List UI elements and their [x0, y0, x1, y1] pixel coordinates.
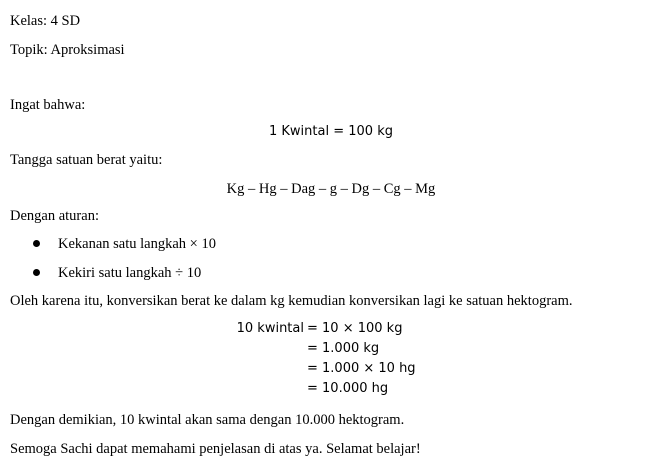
rules-heading: Dengan aturan: [10, 208, 99, 224]
unit-ladder-heading: Tangga satuan berat yaitu: [10, 152, 163, 168]
conversion-intro: Oleh karena itu, konversikan berat ke dalam kg kemudian konversikan lagi ke satuan hektogram. [10, 293, 573, 309]
conclusion-text: Dengan demikian, 10 kwintal akan sama dengan 10.000 hektogram. [10, 412, 405, 428]
class-label: Kelas: 4 SD [10, 13, 81, 29]
kwintal-formula: 1 Kwintal = 100 kg [269, 124, 393, 139]
bullet-icon [33, 240, 40, 247]
unit-ladder: Kg – Hg – Dag – g – Dg – Cg – Mg [226, 181, 436, 197]
equation-step: = 1.000 kg [307, 341, 380, 356]
equation-step: = 10.000 hg [307, 381, 389, 396]
rule-text: Kekanan satu langkah × 10 [58, 236, 216, 252]
equation-step: = 10 × 100 kg [307, 321, 403, 336]
bullet-icon [33, 269, 40, 276]
closing-text: Semoga Sachi dapat memahami penjelasan di atas ya. Selamat belajar! [10, 441, 421, 457]
topic-label: Topik: Aproksimasi [10, 42, 125, 58]
remember-heading: Ingat bahwa: [10, 97, 86, 113]
equation-step: = 1.000 × 10 hg [307, 361, 416, 376]
rule-text: Kekiri satu langkah ÷ 10 [58, 265, 202, 281]
equation-lhs: 10 kwintal [236, 321, 304, 336]
